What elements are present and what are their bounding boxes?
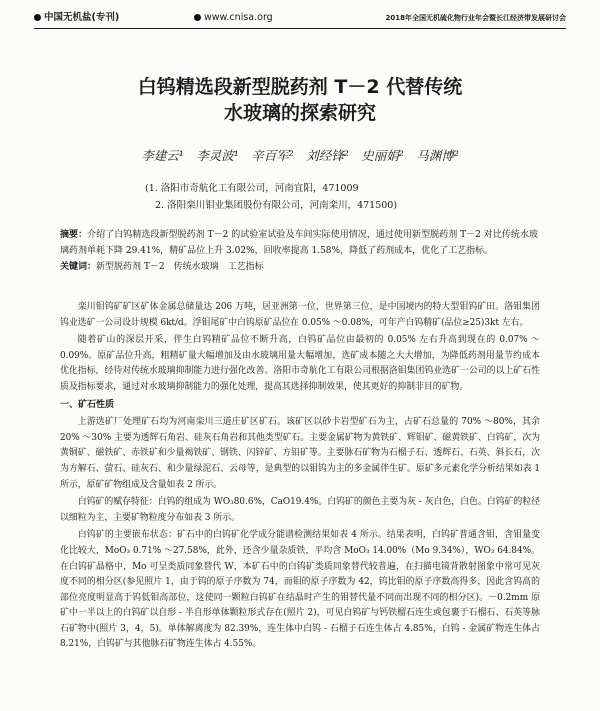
abstract-block: [60, 227, 538, 275]
body-paragraph: 栾川钼钨矿矿区矿体金属总储量达 206 万吨，居亚洲第一位，世界第三位，是中国境内的特大型钼钨矿田。洛钼集团钨业选矿一公司设计规模 6kt/d。浮钼尾矿中白钨原矿品位在 0.05% ～0.08%，可年产白钨精矿(品位≥25)3kt 左右。: [60, 302, 540, 328]
bullet-icon: [34, 14, 41, 21]
keywords-label: 关键词：: [60, 262, 97, 272]
body-paragraph: 上游选矿厂处理矿石均为河南栾川三道庄矿区矿石。该矿区以砂卡岩型矿石为主，占矿石总量的 70% ～80%，其余 20% ～30% 主要为透辉石角岩、硅灰石角岩和其他类型矿石。主要金属矿物为黄铁矿、辉钼矿、磁黄铁矿、白钨矿，次为黄铜矿、磁铁矿、赤铁矿和少量褐铁矿、钢铁、闪锌矿、方铅矿等。主要脉石矿物为石榴子石、透辉石、石英、斜长石，次为方解石、萤石、硅灰石、和少量绿泥石、云母等，是典型的以钼钨为主的多金属伴生矿。原矿多元素化学分析结果如表 1 所示，原矿矿物组成及含量如表 2 所示。: [60, 417, 540, 490]
bullet-icon: [194, 14, 201, 21]
affiliation-1: (1. 洛阳市奇航化工有限公司，河南宜阳，471009: [145, 183, 359, 194]
conference-name: 2018年全国无机硫化物行业年会暨长江经济带发展研讨会: [385, 14, 566, 22]
author-list: 李建云¹ 李灵波¹ 辛百军² 刘经锋² 史丽娟² 马渊博²: [141, 148, 459, 163]
affiliation-2: 2. 洛阳栾川钼业集团股份有限公司，河南栾川，471500): [155, 200, 398, 211]
keywords-line: [60, 259, 538, 275]
running-header: [34, 8, 566, 29]
title-line-1: 白钨精选段新型脱药剂 T－2 代替传统: [137, 76, 463, 98]
journal-brand: 中国无机盐(专刊): [44, 12, 120, 23]
body-paragraph: 白钨矿的主要嵌布状态：矿石中的白钨矿化学成分能谱检测结果如表 4 所示。结果表明，白钨矿普通含钼，含钼量变化比较大，MoO₃ 0.71% ～27.58%，此外，还含少量杂质铁，平均含 MoO₃ 14.00%（Mo 9.34%），WO₃ 64.84%。在白钨矿晶格中，Mo 可呈类质同象替代 W，本矿石中的白钨矿类质同象替代较普遍，在扫描电镜背散射图象中常可见灰度不同的相分区(参见照片 1，由于钨的原子序数为 74，而钼的原子序数为 42，钨比钼的原子序数高得多，因此含钨高的部位亮度明显高于钨低钼高部位，这使同一颗粒白钨矿在结晶时产生的钼替代量不同而出现不同的相分区)。－0.2mm 原矿中一半以上的白钨矿以自形 - 半自形单体颗粒形式存在(照片 2)，可见白钨矿与钙铁榴石连生或包裹于石榴石、石英等脉石矿物中(照片 3，4，5)。单体解离度为 82.39%，连生体中白钨 - 石榴子石连生体占 4.85%，白钨 - 金属矿物连生体占 8.21%，白钨矿与其他脉石矿物连生体占 4.55%。: [60, 530, 540, 650]
keywords-text: 新型脱药剂 T－2 传统水玻璃 工艺指标: [96, 262, 264, 272]
abstract-text: 介绍了白钨精选段新型脱药剂 T－2 的试验室试验及车间实际使用情况，通过使用新型脱药剂 T－2 对比传统水玻璃药剂单耗下降 29.41%，精矿品位上升 3.02%，回收率提高 1.58%，降低了药剂成本，优化了工艺指标。: [60, 230, 538, 256]
paper-title: [40, 74, 560, 126]
abstract-paragraph: [60, 227, 538, 259]
body-paragraph: 随着矿山的深层开采，伴生白钨精矿品位不断升高，白钨矿品位由最初的 0.05% 左右升高到现在的 0.07% ～0.09%。原矿品位升高，粗精矿量大幅增加及由水玻璃用量大幅增加，选矿成本随之大大增加，为降低药剂用量节约成本优化指标，经待对传统水玻璃抑制能力进行强化改善。洛阳市奇航化工有限公司根据洛钼集团钨业选矿一公司的以上矿石性质及指标要求，通过对水玻璃抑制能力的强化处理，提高其选择抑制效果，使其更好的抑制非目的矿物。: [60, 335, 540, 392]
website-text: www.cnisa.org: [204, 12, 273, 23]
abstract-label: 摘要：: [60, 230, 88, 240]
body-paragraph: 白钨矿的赋存特征：白钨的组成为 WO₃80.6%，CaO19.4%。白钨矿的颜色主要为灰 - 灰白色，白色。白钨矿的粒径以细粒为主，主要矿物粒度分布如表 3 所示。: [60, 497, 540, 523]
website-label: [194, 8, 273, 28]
title-line-2: 水玻璃的探索研究: [223, 102, 376, 124]
body-text: [60, 300, 540, 655]
section-heading: 一、矿石性质: [60, 399, 115, 410]
affiliations: [145, 180, 397, 214]
